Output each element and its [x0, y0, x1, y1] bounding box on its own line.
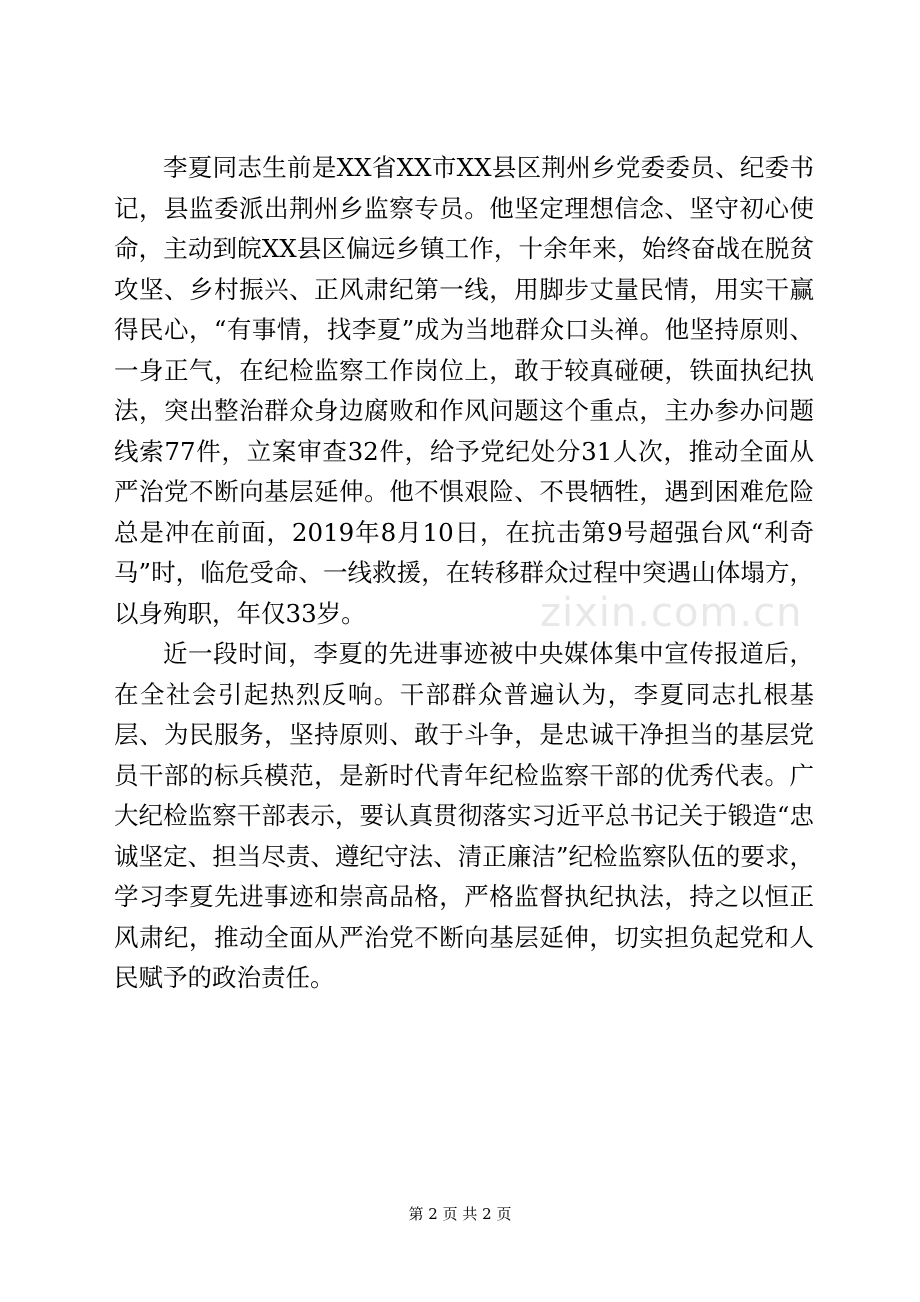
document-body: [114, 148, 814, 999]
watermark: zixin.com.cn: [540, 590, 803, 636]
page-footer: 第 2 页 共 2 页: [408, 1205, 512, 1223]
paragraph-1: 李夏同志生前是XX省XX市XX县区荆州乡党委委员、纪委书记，县监委派出荆州乡监察专员。他坚定理想信念、坚守初心使命，主动到皖XX县区偏远乡镇工作，十余年来，始终奋战在脱贫攻坚、乡村振兴、正风肃纪第一线，用脚步丈量民情，用实干赢得民心，“有事情，找李夏”成为当地群众口头禅。他坚持原则、一身正气，在纪检监察工作岗位上，敢于较真碰硬，铁面执纪执法，突出整治群众身边腐败和作风问题这个重点，主办参办问题线索77件，立案审查32件，给予党纪处分31人次，推动全面从严治党不断向基层延伸。他不惧艰险、不畏牺牲，遇到困难危险总是冲在前面，2019年8月10日，在抗击第9号超强台风“利奇马”时，临危受命、一线救援，在转移群众过程中突遇山体塌方，以身殉职，年仅33岁。: [114, 153, 814, 628]
paragraph-2: 近一段时间，李夏的先进事迹被中央媒体集中宣传报道后，在全社会引起热烈反响。干部群众普遍认为，李夏同志扎根基层、为民服务，坚持原则、敢于斗争，是忠诚干净担当的基层党员干部的标兵模范，是新时代青年纪检监察干部的优秀代表。广大纪检监察干部表示，要认真贯彻落实习近平总书记关于锻造“忠诚坚定、担当尽责、遵纪守法、清正廉洁”纪检监察队伍的要求，学习李夏先进事迹和崇高品格，严格监督执纪执法，持之以恒正风肃纪，推动全面从严治党不断向基层延伸，切实担负起党和人民赋予的政治责任。: [114, 639, 814, 992]
